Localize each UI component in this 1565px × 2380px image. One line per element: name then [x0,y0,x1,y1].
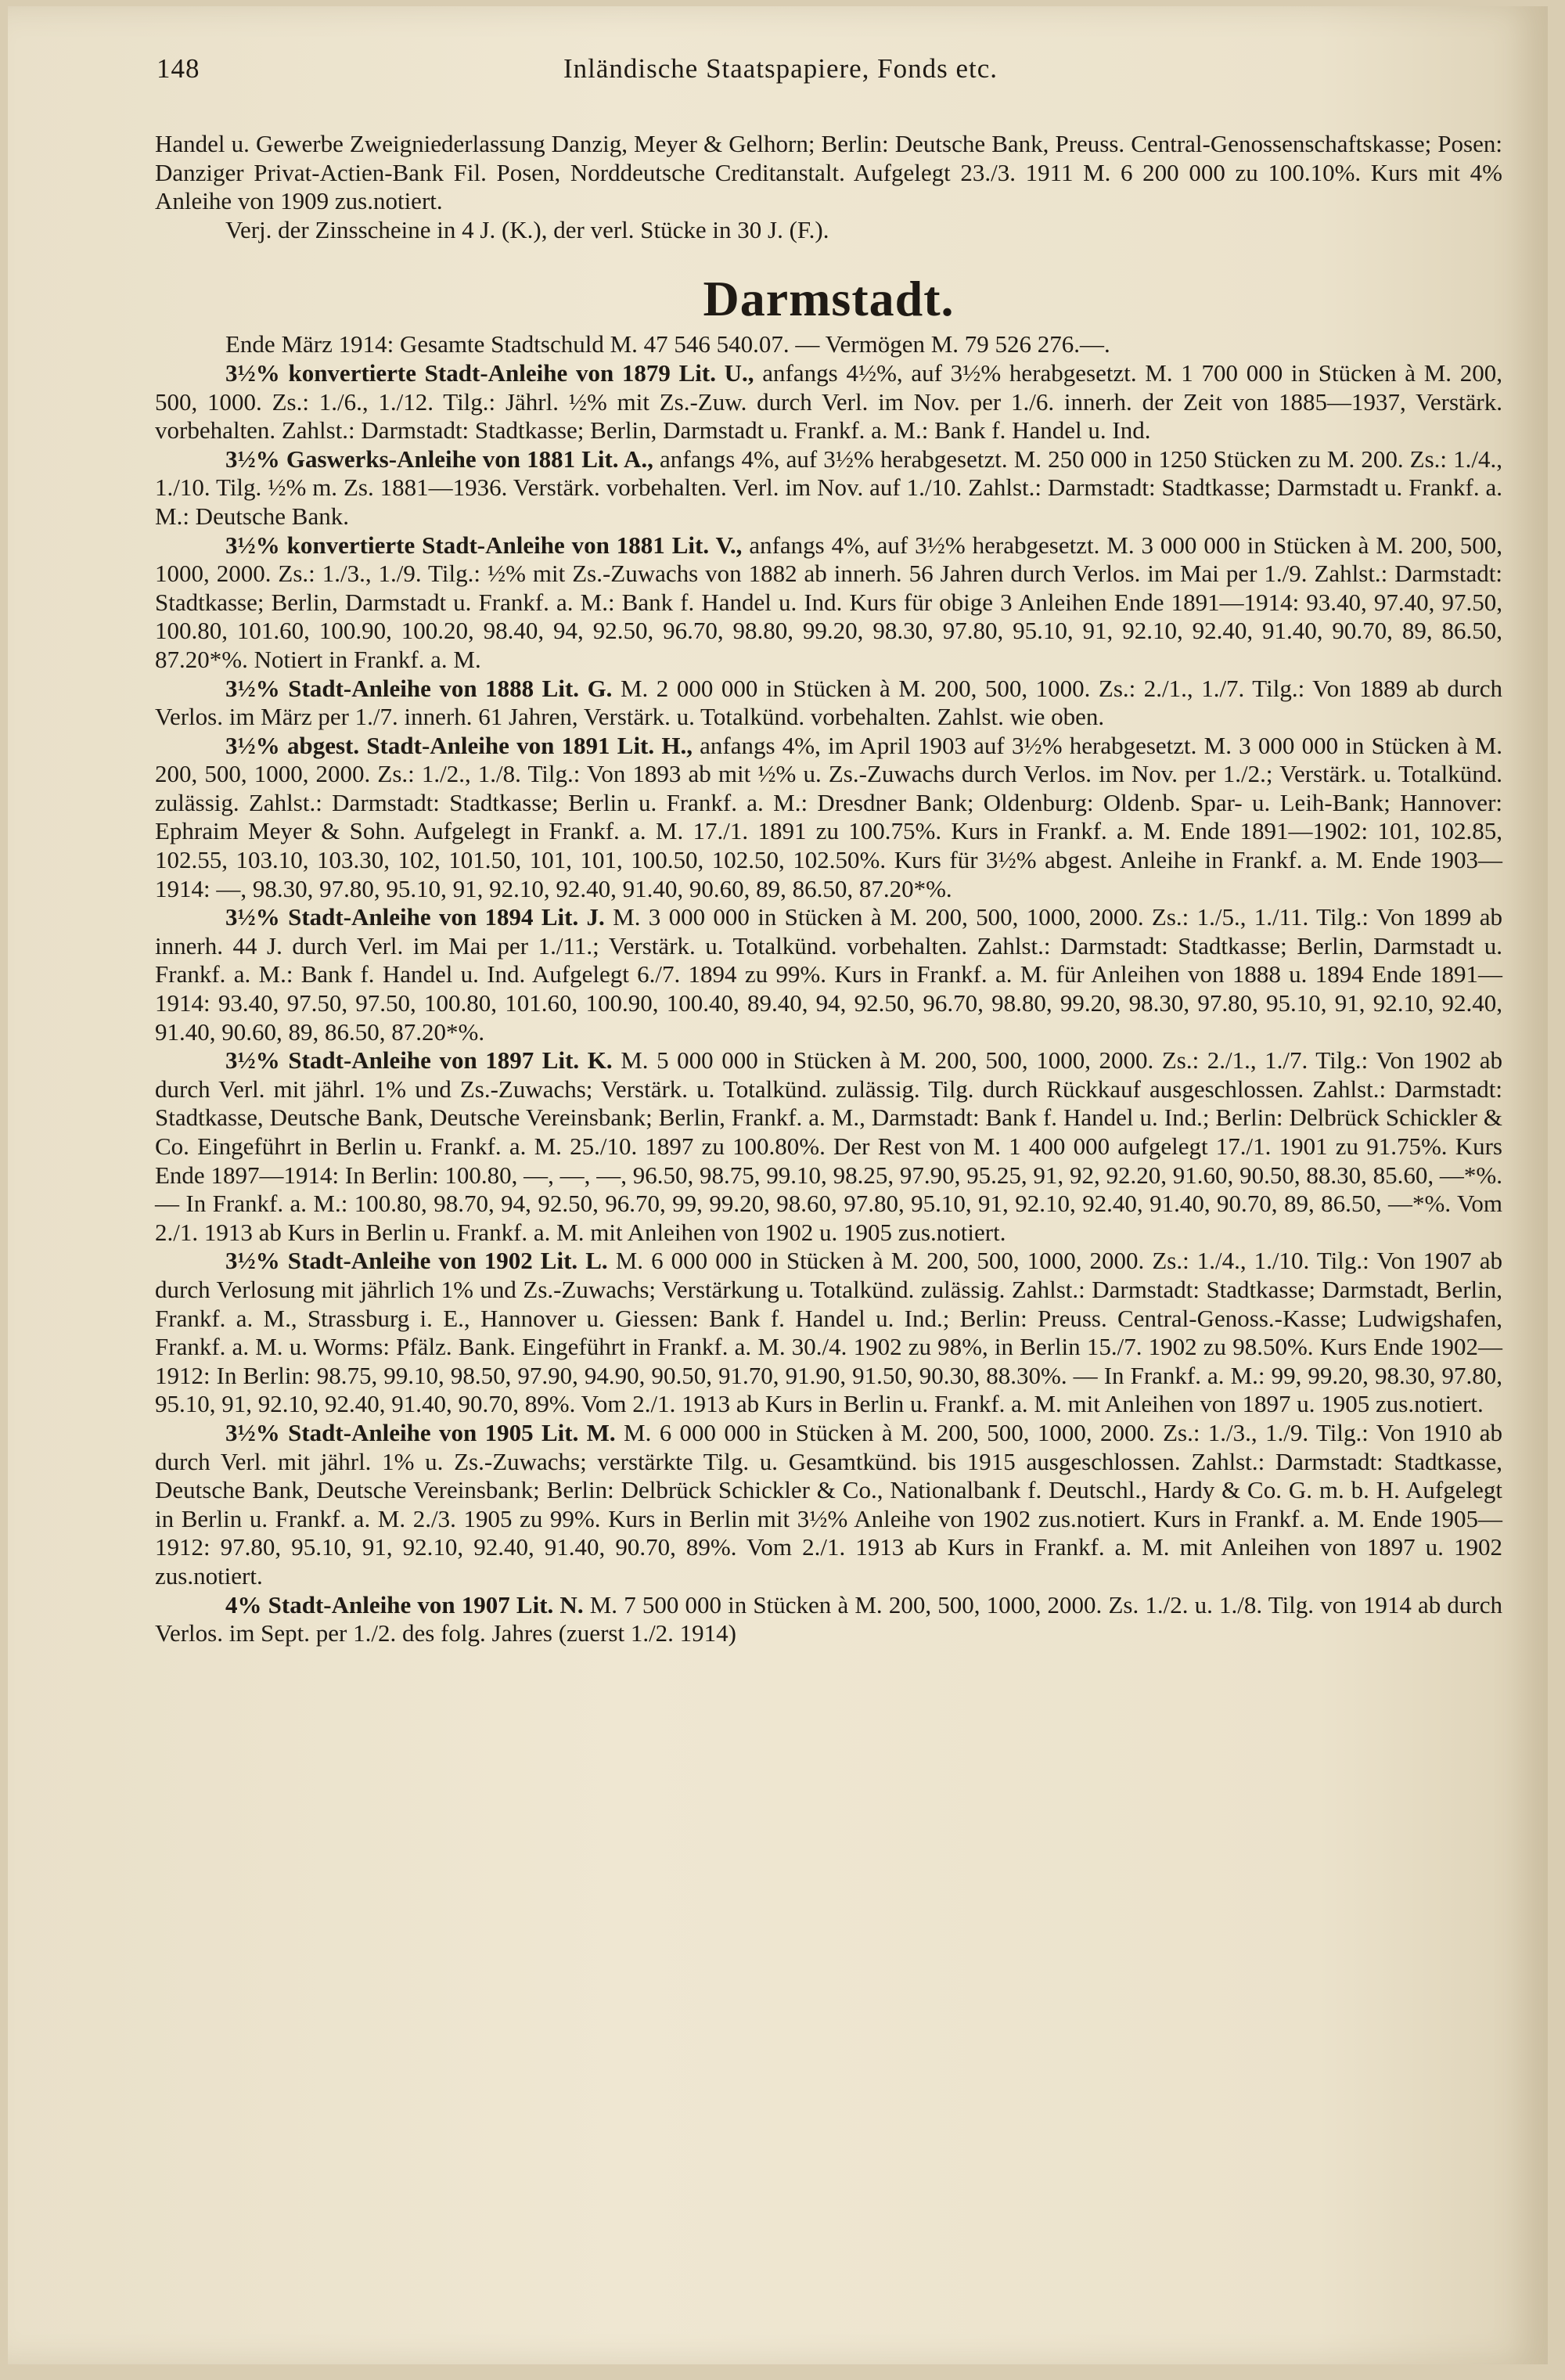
loan-entry [155,1419,1502,1591]
loan-details: anfangs 4%, auf 3½% herabgesetzt. M. 3 000 000 in Stücken à M. 200, 500, 1000, 2000. Zs.: 1./3., 1./9. Tilg.: ½% mit Zs.-Zuwachs von 1882 ab innerh. 56 Jahren durch Verlos. im Mai per 1./9. Zahlst.: Darmstadt: Stadtkasse; Berlin, Darmstadt u. Frankf. a. M.: Bank f. Handel u. Ind. Kurs für obige 3 Anleihen Ende 1891—1914: 93.40, 97.40, 97.50, 100.80, 101.60, 100.90, 100.20, 98.40, 94, 92.50, 96.70, 98.80, 99.20, 98.30, 97.80, 95.10, 91, 92.10, 92.40, 91.40, 90.70, 89, 86.50, 87.20*%. Notiert in Frankf. a. M. [155,531,1502,673]
loan-entries [155,359,1502,1648]
loan-entry [155,1247,1502,1419]
loan-entry [155,903,1502,1046]
loan-details: M. 3 000 000 in Stücken à M. 200, 500, 1000, 2000. Zs.: 1./5., 1./11. Tilg.: Von 1899 ab innerh. 44 J. durch Verl. im Mai per 1./11.; Verstärk. u. Totalkünd. vorbehalten. Zahlst.: Darmstadt: Stadtkasse; Berlin, Darmstadt u. Frankf. a. M.: Bank f. Handel u. Ind. Aufgelegt 6./7. 1894 zu 99%. Kurs in Frankf. a. M. für Anleihen von 1888 u. 1894 Ende 1891—1914: 93.40, 97.50, 97.50, 100.80, 101.60, 100.90, 100.40, 89.40, 94, 92.50, 96.70, 98.80, 99.20, 98.30, 97.80, 95.10, 91, 92.10, 92.40, 91.40, 90.60, 89, 86.50, 87.20*%. [155,903,1502,1046]
loan-details: M. 5 000 000 in Stücken à M. 200, 500, 1000, 2000. Zs.: 2./1., 1./7. Tilg.: Von 1902 ab durch Verl. mit jährl. 1% und Zs.-Zuwachs; Verstärk. u. Totalkünd. zulässig. Tilg. durch Rückkauf ausgeschlossen. Zahlst.: Darmstadt: Stadtkasse, Deutsche Bank, Deutsche Vereinsbank; Berlin, Frankf. a. M., Darmstadt: Bank f. Handel u. Ind.; Berlin: Delbrück Schickler & Co. Eingeführt in Berlin u. Frankf. a. M. 25./10. 1897 zu 100.80%. Der Rest von M. 1 400 000 aufgelegt 17./1. 1901 zu 91.75%. Kurs Ende 1897—1914: In Berlin: 100.80, —, —, —, 96.50, 98.75, 99.10, 98.25, 97.90, 95.25, 91, 92, 92.20, 91.60, 90.50, 88.30, 85.60, —*%. — In Frankf. a. M.: 100.80, 98.70, 94, 92.50, 96.70, 99, 99.20, 98.60, 97.80, 95.10, 91, 92.10, 92.40, 91.40, 90.70, 89, 86.50, —*%. Vom 2./1. 1913 ab Kurs in Berlin u. Frankf. a. M. mit Anleihen von 1902 u. 1905 zus.notiert. [155,1046,1503,1246]
loan-entry [155,445,1502,531]
loan-entry [155,732,1502,904]
loan-entry [155,359,1502,445]
loan-details: anfangs 4%, im April 1903 auf 3½% herabgesetzt. M. 3 000 000 in Stücken à M. 200, 500, 1000, 2000. Zs.: 1./2., 1./8. Tilg.: Von 1893 ab mit ½% u. Zs.-Zuwachs durch Verlos. im Nov. per 1./2.; Verstärk. u. Totalkünd. zulässig. Zahlst.: Darmstadt: Stadtkasse; Berlin u. Frankf. a. M.: Dresdner Bank; Oldenburg: Oldenb. Spar- u. Leih-Bank; Hannover: Ephraim Meyer & Sohn. Aufgelegt in Frankf. a. M. 17./1. 1891 zu 100.75%. Kurs in Frankf. a. M. Ende 1891—1902: 101, 102.85, 102.55, 103.10, 103.30, 102, 101.50, 101, 101, 100.50, 102.50, 102.50%. Kurs für 3½% abgest. Anleihe in Frankf. a. M. Ende 1903—1914: —, 98.30, 97.80, 95.10, 91, 92.10, 92.40, 91.40, 90.60, 89, 86.50, 87.20*%. [155,731,1502,902]
loan-title: 3½% Stadt-Anleihe von 1897 Lit. K. [225,1046,613,1075]
debt-summary: Ende März 1914: Gesamte Stadtschuld M. 47 546 540.07. — Vermögen M. 79 526 276.—. [225,330,1110,358]
intro-paragraph: Handel u. Gewerbe Zweigniederlassung Danzig, Meyer & Gelhorn; Berlin: Deutsche Bank, Preuss. Central-Genossenschaftskasse; Posen: Danziger Privat-Actien-Bank Fil. Posen, Norddeutsche Creditanstalt. Aufgelegt 23./3. 1911 M. 6 200 000 zu 100.10%. Kurs mit 4% Anleihe von 1909 zus.notiert. [155,130,1502,215]
loan-entry [155,1591,1502,1648]
loan-details: anfangs 4½%, auf 3½% herabgesetzt. M. 1 700 000 in Stücken à M. 200, 500, 1000. Zs.: 1./6., 1./12. Tilg.: Jährl. ½% mit Zs.-Zuw. durch Verl. im Nov. per 1./6. innerh. der Zeit von 1885—1937, Verstärk. vorbehalten. Zahlst.: Darmstadt: Stadtkasse; Berlin, Darmstadt u. Frankf. a. M.: Bank f. Handel u. Ind. [155,358,1503,445]
loan-title: 3½% konvertierte Stadt-Anleihe von 1879 Lit. U., [225,358,754,387]
page-header [156,53,1487,92]
document-page [8,6,1548,2364]
running-title: Inländische Staatspapiere, Fonds etc. [563,53,998,84]
page-number: 148 [156,53,200,84]
loan-details: M. 2 000 000 in Stücken à M. 200, 500, 1000. Zs.: 2./1., 1./7. Tilg.: Von 1889 ab durch Verlos. im März per 1./7. innerh. 61 Jahren, Verstärk. u. Totalkünd. vorbehalten. Zahlst. wie oben. [155,674,1503,731]
loan-title: 3½% Stadt-Anleihe von 1894 Lit. J. [225,903,605,931]
loan-title: 3½% konvertierte Stadt-Anleihe von 1881 Lit. V., [225,531,743,559]
loan-title: 3½% abgest. Stadt-Anleihe von 1891 Lit. H., [225,731,693,759]
loan-details: M. 6 000 000 in Stücken à M. 200, 500, 1000, 2000. Zs.: 1./4., 1./10. Tilg.: Von 1907 ab durch Verlosung mit jährlich 1% und Zs.-Zuwachs; Verstärkung u. Totalkünd. zulässig. Zahlst.: Darmstadt: Stadtkasse; Darmstadt, Berlin, Frankf. a. M., Strassburg i. E., Hannover u. Giessen: Bank f. Handel u. Ind.; Berlin: Preuss. Central-Genoss.-Kasse; Ludwigshafen, Frankf. a. M. u. Worms: Pfälz. Bank. Eingeführt in Frankf. a. M. 30./4. 1902 zu 98%, in Berlin 15./7. 1902 zu 98.50%. Kurs Ende 1902—1912: In Berlin: 98.75, 99.10, 98.50, 97.90, 94.90, 90.50, 91.70, 91.90, 91.50, 90.30, 88.30%. — In Frankf. a. M.: 99, 99.20, 98.30, 97.80, 95.10, 91, 92.10, 92.40, 91.40, 90.70, 89%. Vom 2./1. 1913 ab Kurs in Berlin u. Frankf. a. M. mit Anleihen von 1897 u. 1905 zus.notiert. [155,1247,1502,1418]
loan-title: 3½% Stadt-Anleihe von 1902 Lit. L. [225,1247,608,1275]
loan-entry [155,531,1502,675]
intro-note: Verj. der Zinsscheine in 4 J. (K.), der verl. Stücke in 30 J. (F.). [225,215,829,243]
loan-entry [155,1046,1502,1247]
page-body [155,130,1502,1648]
city-heading: Darmstadt. [703,271,955,327]
loan-title: 3½% Stadt-Anleihe von 1888 Lit. G. [225,674,613,702]
loan-title: 3½% Stadt-Anleihe von 1905 Lit. M. [225,1418,616,1446]
loan-title: 4% Stadt-Anleihe von 1907 Lit. N. [225,1590,584,1618]
loan-entry [155,675,1502,732]
loan-details: M. 7 500 000 in Stücken à M. 200, 500, 1000, 2000. Zs. 1./2. u. 1./8. Tilg. von 1914 ab durch Verlos. im Sept. per 1./2. des folg. Jahres (zuerst 1./2. 1914) [155,1590,1503,1647]
loan-details: anfangs 4%, auf 3½% herabgesetzt. M. 250 000 in 1250 Stücken zu M. 200. Zs.: 1./4., 1./10. Tilg. ½% m. Zs. 1881—1936. Verstärk. vorbehalten. Verl. im Nov. auf 1./10. Zahlst.: Darmstadt: Stadtkasse; Darmstadt u. Frankf. a. M.: Deutsche Bank. [155,445,1502,530]
loan-details: M. 6 000 000 in Stücken à M. 200, 500, 1000, 2000. Zs.: 1./3., 1./9. Tilg.: Von 1910 ab durch Verl. mit jährl. 1% u. Zs.-Zuwachs; verstärkte Tilg. u. Gesamtkünd. bis 1915 ausgeschlossen. Zahlst.: Darmstadt: Stadtkasse, Deutsche Bank, Deutsche Vereinsbank; Berlin: Delbrück Schickler & Co., Nationalbank f. Deutschl., Hardy & Co. G. m. b. H. Aufgelegt in Berlin u. Frankf. a. M. 2./3. 1905 zu 99%. Kurs in Berlin mit 3½% Anleihe von 1902 zus.notiert. Kurs in Frankf. a. M. Ende 1905—1912: 97.80, 95.10, 91, 92.10, 92.40, 91.40, 90.70, 89%. Vom 2./1. 1913 ab Kurs in Frankf. a. M. mit Anleihen von 1897 u. 1902 zus.notiert. [155,1418,1502,1590]
loan-title: 3½% Gaswerks-Anleihe von 1881 Lit. A., [225,445,653,473]
